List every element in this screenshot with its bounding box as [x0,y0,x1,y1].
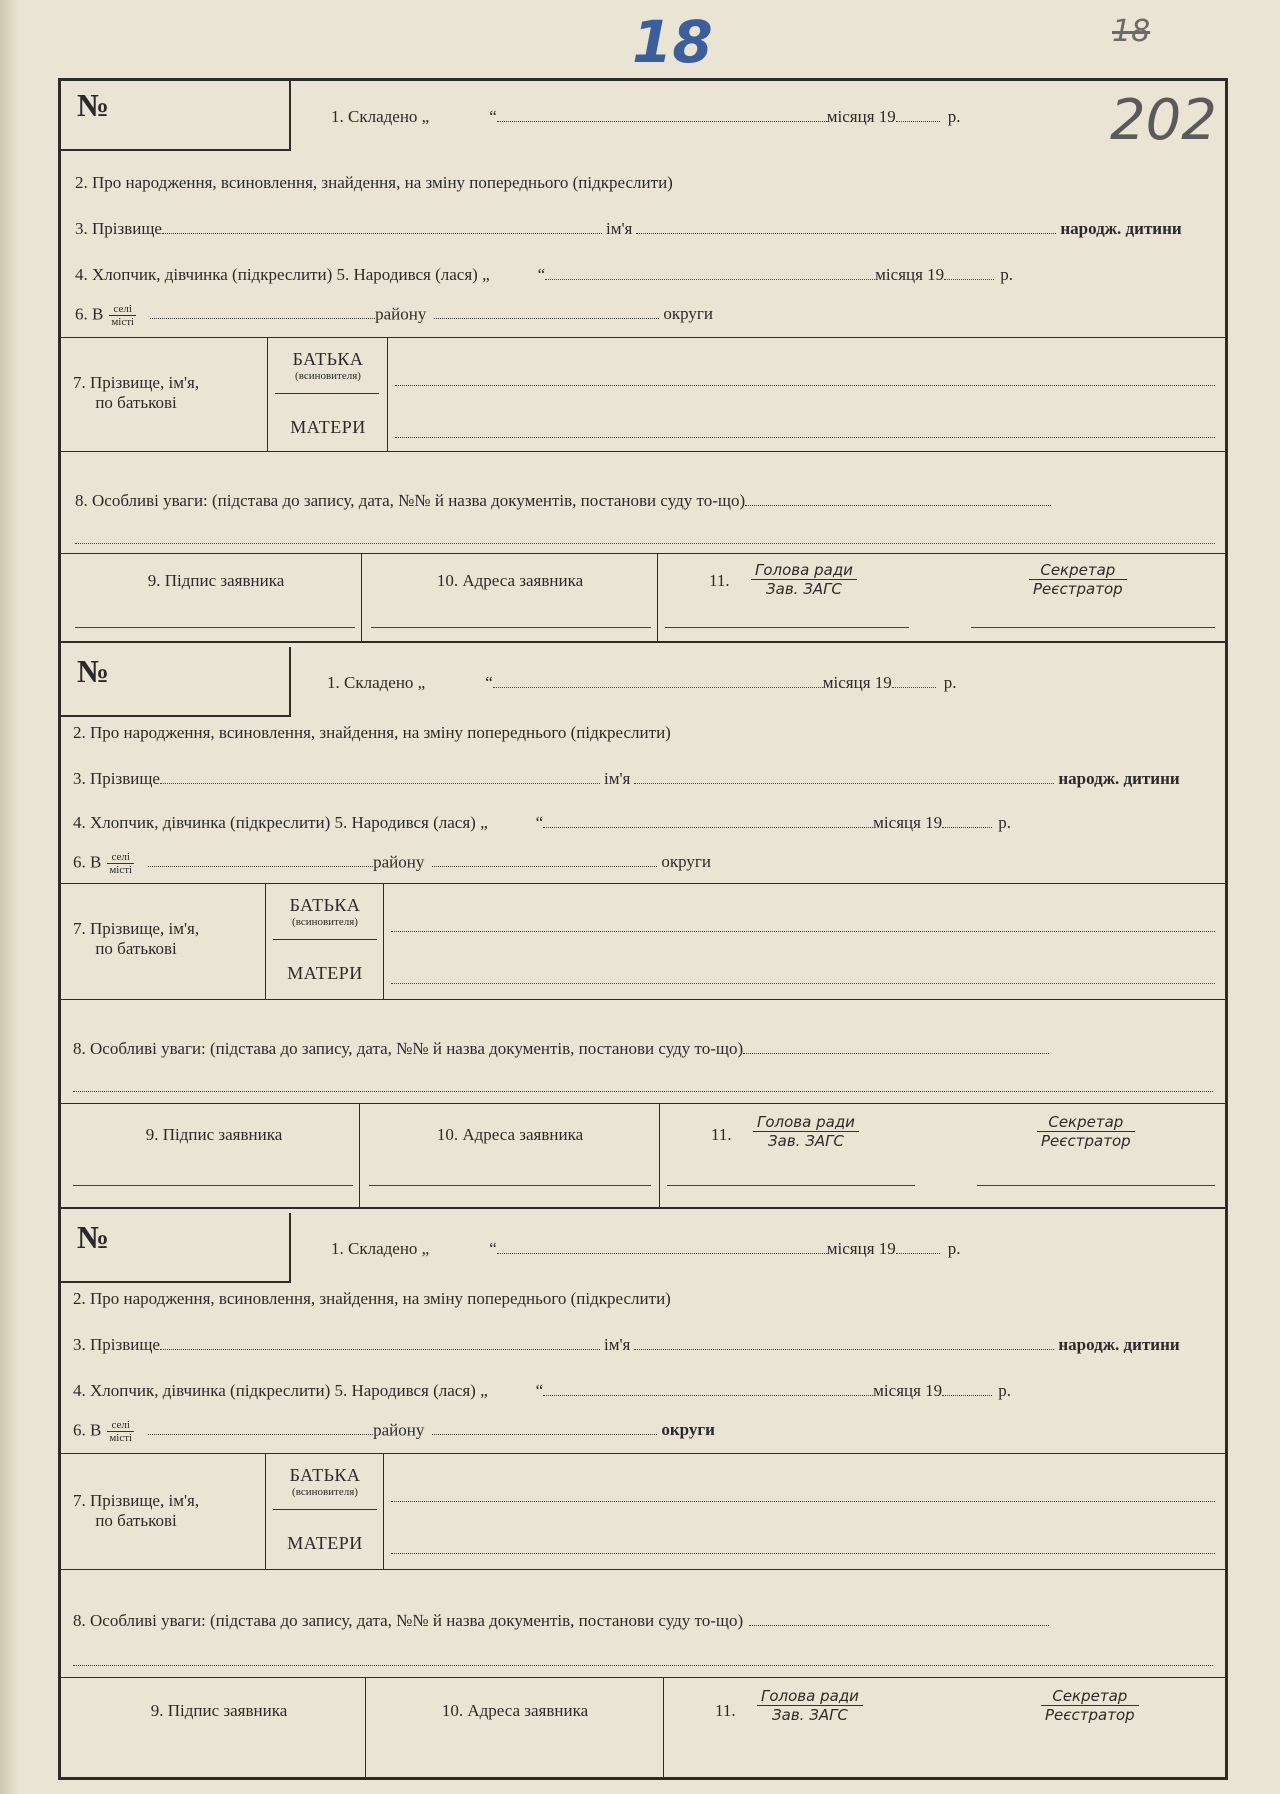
district-input[interactable] [434,304,659,319]
year-input[interactable] [896,107,940,122]
record-number-box[interactable]: № [61,81,291,151]
date-day-input[interactable] [493,673,823,688]
surname-input[interactable] [162,219,602,234]
applicant-address-label: 10. Адреса заявника [441,1701,589,1720]
applicant-signature-input[interactable] [75,627,355,628]
field-2-type: 2. Про народження, всиновлення, знайдення, на зміну попереднього (підкреслити) [75,173,673,192]
record-number-box[interactable]: № [61,647,291,717]
field-1-composed: 1. Складено „ “ місяця 19 р. [327,673,957,692]
field-1-composed: 1. Складено „ “ місяця 19 р. [331,1239,961,1258]
mother-name-input[interactable] [391,1539,1215,1554]
birth-day-input[interactable] [543,1381,873,1396]
field-7-label: 7. Прізвище, ім'я, по батькові [73,919,200,958]
field-3-surname: 3. Прізвище ім'я народж. дитини [73,1335,1180,1354]
mother-name-input[interactable] [391,969,1215,984]
village-input[interactable] [150,304,375,319]
mother-label: МАТЕРИ [287,963,363,983]
applicant-address-label: 10. Адреса заявника [436,1125,584,1144]
field-6-place: 6. В $\frac{\text{селі}}{\text{місті}}$ району округи [73,1419,715,1444]
handwritten-corner-number: 18 [1112,14,1151,49]
date-day-input[interactable] [497,1239,827,1254]
district-input[interactable] [432,852,657,867]
handwritten-page-number: 18 [632,8,713,76]
field-11-label: 11. [709,571,730,590]
field-1-composed: 1. Складено „ “ місяця 19 р. [331,107,961,126]
father-name-input[interactable] [391,917,1215,932]
secretary-title: Секретар Реєстратор [1029,561,1127,598]
record-number-box[interactable]: № [61,1213,291,1283]
secretary-title: Секретар Реєстратор [1037,1113,1135,1150]
applicant-signature-input[interactable] [73,1185,353,1186]
name-input[interactable] [636,219,1056,234]
secretary-title: Секретар Реєстратор [1041,1687,1139,1724]
applicant-address-label: 10. Адреса заявника [436,571,584,590]
field-8-notes: 8. Особливі уваги: (підстава до запису, дата, №№ й назва документів, постанови суду то-що) [75,491,1051,511]
district-input[interactable] [432,1420,657,1435]
notes-input[interactable] [745,491,1051,506]
father-label: БАТЬКА (всиновителя) [292,349,364,382]
name-input[interactable] [634,1335,1054,1350]
father-name-input[interactable] [395,371,1215,386]
field-2-type: 2. Про народження, всиновлення, знайдення, на зміну попереднього (підкреслити) [73,723,671,742]
field-4-5-sex-birth: 4. Хлопчик, дівчинка (підкреслити) 5. Народився (лася) „ “ місяця 19 р. [73,1381,1011,1400]
field-3-surname: 3. Прізвище ім'я народж. дитини [73,769,1180,788]
surname-input[interactable] [160,769,600,784]
applicant-address-input[interactable] [369,1185,651,1186]
field-4-5-sex-birth: 4. Хлопчик, дівчинка (підкреслити) 5. Народився (лася) „ “ місяця 19 р. [73,813,1011,832]
field-8-notes: 8. Особливі уваги: (підстава до запису, дата, №№ й назва документів, постанови суду то-що) [73,1611,1049,1631]
handwritten-record-number: 202 [1110,88,1217,153]
head-signature-input[interactable] [665,627,909,628]
applicant-address-input[interactable] [371,627,651,628]
field-6-place: 6. В $\frac{\text{селі}}{\text{місті}}$ району округи [73,851,711,876]
father-name-input[interactable] [391,1487,1215,1502]
village-input[interactable] [148,1420,373,1435]
father-label: БАТЬКА (всиновителя) [289,895,361,928]
record-1 [61,81,1225,643]
field-2-type: 2. Про народження, всиновлення, знайдення, на зміну попереднього (підкреслити) [73,1289,671,1308]
mother-label: МАТЕРИ [287,1533,363,1553]
birth-day-input[interactable] [545,265,875,280]
notes-input[interactable] [743,1039,1049,1054]
notes-input-line-2[interactable] [73,1651,1213,1666]
name-input[interactable] [634,769,1054,784]
year-input[interactable] [896,1239,940,1254]
record-3 [61,1213,1225,1777]
page-edge [0,0,18,1794]
record-2 [61,647,1225,1209]
mother-name-input[interactable] [395,423,1215,438]
year-input[interactable] [892,673,936,688]
head-signature-input[interactable] [667,1185,915,1186]
field-11-label: 11. [715,1701,736,1720]
field-3-surname: 3. Прізвище ім'я народж. дитини [75,219,1182,238]
applicant-signature-label: 9. Підпис заявника [145,1125,283,1144]
birth-day-input[interactable] [543,813,873,828]
form-frame [58,78,1228,1780]
field-7-label: 7. Прізвище, ім'я, по батькові [73,373,200,412]
date-day-input[interactable] [497,107,827,122]
field-7-label: 7. Прізвище, ім'я, по батькові [73,1491,200,1530]
field-6-place: 6. В $\frac{\text{селі}}{\text{місті}}$ району округи [75,303,713,328]
head-title: Голова ради Зав. ЗАГС [753,1113,859,1150]
notes-input[interactable] [749,1611,1049,1626]
village-input[interactable] [148,852,373,867]
applicant-signature-label: 9. Підпис заявника [150,1701,288,1720]
secretary-signature-input[interactable] [971,627,1215,628]
notes-input-line-2[interactable] [73,1077,1213,1092]
field-11-label: 11. [711,1125,732,1144]
field-4-5-sex-birth: 4. Хлопчик, дівчинка (підкреслити) 5. Народився (лася) „ “ місяця 19 р. [75,265,1013,284]
field-8-notes: 8. Особливі уваги: (підстава до запису, дата, №№ й назва документів, постанови суду то-що) [73,1039,1049,1059]
father-label: БАТЬКА (всиновителя) [289,1465,361,1498]
head-title: Голова ради Зав. ЗАГС [751,561,857,598]
mother-label: МАТЕРИ [290,417,366,437]
birth-year-input[interactable] [942,1381,992,1396]
secretary-signature-input[interactable] [977,1185,1215,1186]
applicant-signature-label: 9. Підпис заявника [147,571,285,590]
birth-year-input[interactable] [942,813,992,828]
notes-input-line-2[interactable] [75,529,1215,544]
surname-input[interactable] [160,1335,600,1350]
birth-year-input[interactable] [944,265,994,280]
head-title: Голова ради Зав. ЗАГС [757,1687,863,1724]
